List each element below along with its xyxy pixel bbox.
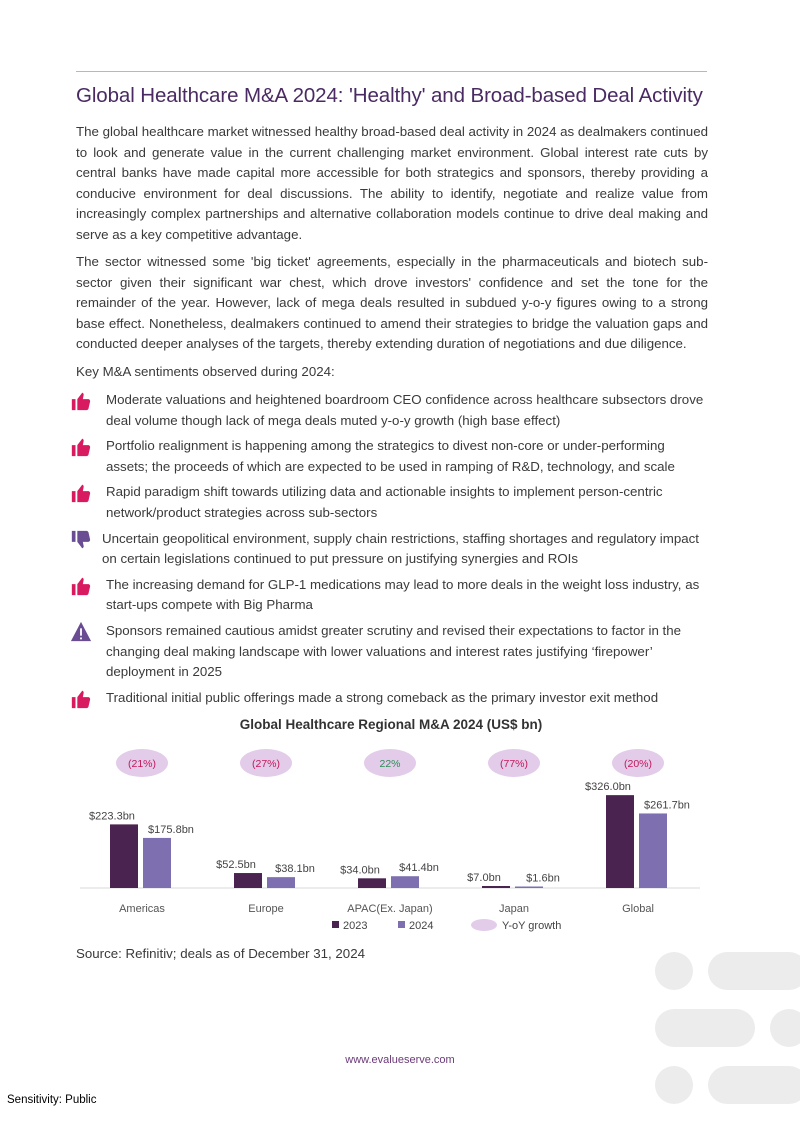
sentiment-item	[66, 621, 708, 683]
legend-bubble	[471, 919, 497, 931]
legend-swatch	[332, 921, 339, 928]
thumbs-up-icon	[70, 436, 92, 458]
sentiment-item	[66, 529, 708, 570]
decorative-circle	[770, 1009, 800, 1047]
decorative-circle	[655, 1066, 693, 1104]
page-title: Global Healthcare M&A 2024: 'Healthy' and Broad-based Deal Activity	[76, 84, 703, 107]
sentiment-text: Uncertain geopolitical environment, supply chain restrictions, staffing shortages and regulatory impact on certain legislations continued to put pressure on justifying synergies and ROIs	[102, 530, 699, 567]
data-label: $7.0bn	[467, 872, 501, 885]
data-label: $223.3bn	[89, 810, 135, 823]
warning-icon	[70, 621, 92, 643]
regional-ma-chart	[76, 708, 716, 938]
growth-label: (21%)	[127, 758, 157, 770]
growth-label: 22%	[379, 758, 401, 770]
sentiment-text: Portfolio realignment is happening among the strategics to divest non-core or under-performing assets; the proceeds of which are expected to be used in ramping of R&D, technology, and scale	[106, 438, 675, 474]
bar-2024-Americas	[143, 838, 171, 888]
bar-2023-Europe	[234, 873, 262, 888]
growth-label: (77%)	[499, 758, 529, 770]
thumbs-up-icon	[70, 575, 92, 597]
sensitivity-label: Sensitivity: Public	[7, 1094, 97, 1106]
x-tick-label: Americas	[119, 903, 165, 915]
sector-paragraph: The sector witnessed some 'big ticket' agreements, especially in the pharmaceuticals and biotech sub-sector given their significant war chest, which drove investors' confidence and set the tone for the remainder of the year. However, lack of mega deals resulted in subdued y-o-y figures owing to a strong base effect. Nonetheless, dealmakers continued to amend their strategies to bridge the valuation gaps and conducted deeper analyses of the targets, thereby extending duration of negotiations and due diligence.	[76, 254, 708, 352]
decorative-circle	[655, 952, 693, 990]
x-tick-label: Japan	[499, 903, 529, 915]
growth-label: (27%)	[251, 758, 281, 770]
decorative-pill	[655, 1009, 755, 1047]
data-label: $38.1bn	[275, 863, 315, 876]
data-label: $175.8bn	[148, 823, 194, 836]
data-label: $1.6bn	[526, 872, 560, 885]
sentiment-text: Sponsors remained cautious amidst greater scrutiny and revised their expectations to factor in the changing deal making landscape with lower valuations and interest rates justifying ‘firepower’ deployment in 2025	[106, 622, 682, 680]
growth-label: (20%)	[623, 758, 653, 770]
legend-swatch	[398, 921, 405, 928]
thumbs-up-icon	[70, 482, 92, 504]
sentiment-text: Moderate valuations and heightened boardroom CEO confidence across healthcare subsectors drove deal volume though lack of mega deals muted y-o-y growth (high base effect)	[106, 392, 704, 428]
sentiment-item	[66, 482, 708, 523]
data-label: $326.0bn	[585, 781, 631, 794]
decorative-pill	[708, 1066, 800, 1104]
thumbs-down-icon	[70, 529, 92, 551]
source-note: Source: Refinitiv; deals as of December 31, 2024	[76, 946, 365, 961]
bar-2024-APAC(Ex. Japan)	[391, 876, 419, 888]
sentiment-item	[66, 575, 708, 616]
data-label: $34.0bn	[340, 864, 380, 877]
chart-title: Global Healthcare Regional M&A 2024 (US$ bn)	[239, 717, 543, 732]
data-label: $261.7bn	[644, 799, 690, 812]
thumbs-up-icon	[70, 390, 92, 412]
sentiment-text: Traditional initial public offerings made a strong comeback as the primary investor exit method	[106, 689, 659, 705]
data-label: $41.4bn	[399, 862, 439, 875]
bar-2023-Americas	[110, 824, 138, 888]
data-label: $52.5bn	[216, 859, 256, 872]
x-tick-label: Europe	[248, 903, 284, 915]
sentiment-text: The increasing demand for GLP-1 medications may lead to more deals in the weight loss industry, as start-ups compete with Big Pharma	[106, 576, 700, 613]
legend-label: Y-oY growth	[502, 920, 562, 932]
sentiment-list	[66, 390, 708, 713]
bar-2023-Global	[606, 795, 634, 888]
legend-label: 2023	[343, 920, 368, 932]
sentiments-intro: Key M&A sentiments observed during 2024:	[76, 364, 335, 379]
sentiment-text: Rapid paradigm shift towards utilizing data and actionable insights to implement person-centric network/product strategies across sub-sectors	[106, 484, 663, 520]
x-tick-label: APAC(Ex. Japan)	[347, 903, 433, 915]
bar-2024-Global	[639, 813, 667, 888]
decorative-pill	[708, 952, 800, 990]
thumbs-up-icon	[70, 688, 92, 710]
sentiment-item	[66, 436, 708, 477]
bar-2024-Europe	[267, 877, 295, 888]
top-divider	[76, 71, 707, 72]
sentiment-item	[66, 688, 708, 709]
legend-label: 2024	[409, 920, 434, 932]
x-tick-label: Global	[622, 903, 654, 915]
bar-2023-Japan	[482, 886, 510, 888]
intro-paragraph: The global healthcare market witnessed healthy broad-based deal activity in 2024 as dealmakers continued to look and generate value in the current challenging market environment. Global interest rate cuts by central banks have made capital more accessible for both strategics and sponsors, thereby providing a conducive environment for deal discussions. The ability to identify, negotiate and realize value from increasingly complex partnerships and alternative collaboration models continue to drive deal making and serve as a key competitive advantage.	[76, 124, 708, 242]
bar-2024-Japan	[515, 887, 543, 889]
footer-url[interactable]: www.evalueserve.com	[345, 1054, 455, 1066]
bar-2023-APAC(Ex. Japan)	[358, 878, 386, 888]
sentiment-item	[66, 390, 708, 431]
